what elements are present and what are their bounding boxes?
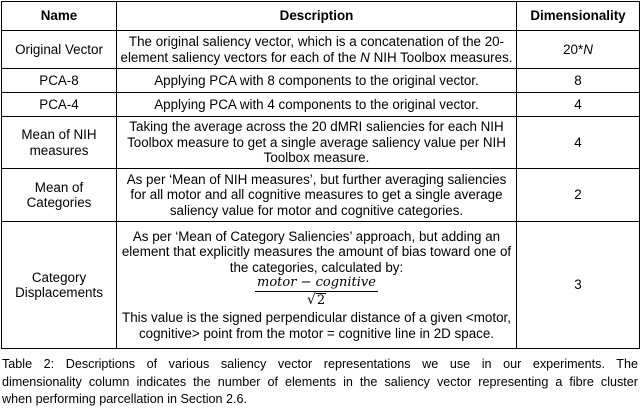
row-name-cell (2, 222, 117, 349)
sqrt-radicand: 2 (316, 293, 326, 309)
row-description-line: As per ‘Mean of NIH measures’, but further averaging saliencies (126, 171, 507, 187)
row-name-cell (2, 69, 117, 93)
caption-line: when performing parcellation in Section 2.6. (2, 392, 248, 406)
row-dimensionality: 4 (517, 117, 640, 169)
table-row (2, 69, 640, 93)
formula-numerator: motor − cognitive (257, 275, 376, 291)
row-description-cell (117, 69, 517, 93)
table-row (2, 31, 640, 69)
row-dimensionality: 4 (517, 93, 640, 117)
row-name: Categories (26, 195, 92, 210)
row-dimensionality: 3 (517, 222, 640, 349)
header-description: Description (117, 2, 517, 31)
row-description-cell (117, 117, 517, 169)
row-dimensionality: 20*N (517, 31, 640, 69)
sqrt-icon: √ 2 (306, 292, 326, 309)
row-name: Original Vector (15, 41, 103, 57)
row-name-cell (2, 169, 117, 222)
row-name: PCA-8 (39, 72, 79, 88)
row-name-cell (2, 31, 117, 69)
row-name: measures (29, 142, 89, 158)
row-description-line: for all motor and all cognitive measures to get a single average (130, 187, 503, 203)
row-description-line: element that explicitly measures the amount of bias toward one of (121, 244, 512, 260)
row-description-line: the categories, calculated by: (229, 259, 404, 275)
row-dimensionality: 8 (517, 69, 640, 93)
row-name-cell (2, 93, 117, 117)
formula-denominator (307, 292, 326, 308)
header-name: Name (2, 2, 117, 31)
row-description-line: This value is the signed perpendicular distance of a given <motor, (122, 310, 511, 326)
row-description-line: The original saliency vector, which is a concatenation of the 20- (128, 34, 505, 49)
row-description-line: saliency value for motor and cognitive categories. (169, 202, 464, 218)
row-description-line: Applying PCA with 8 components to the original vector. (154, 72, 479, 88)
formula-fraction (255, 276, 378, 308)
row-description-cell (117, 93, 517, 117)
bias-formula (255, 276, 378, 308)
caption-line: Table 2: Descriptions of various saliency vector representations we use in our experiments. The (2, 357, 638, 371)
row-description-cell (117, 31, 517, 69)
row-name: PCA-4 (39, 96, 79, 112)
saliency-representations-table (1, 1, 640, 349)
table-header-row (2, 2, 640, 31)
row-dimensionality: 2 (517, 169, 640, 222)
row-name: Mean of NIH (21, 127, 97, 142)
table-row (2, 93, 640, 117)
row-name: Mean of (34, 179, 84, 195)
row-description-line: Toolbox measure to get a single average saliency value per NIH (127, 134, 506, 150)
row-description-cell (117, 169, 517, 222)
table-row (2, 117, 640, 169)
row-description-cell (117, 222, 517, 349)
row-description-line: element saliency vectors for each of the N NIH Toolbox measures. (120, 49, 513, 65)
row-description-line: Applying PCA with 4 components to the original vector. (154, 96, 479, 112)
table-row (2, 169, 640, 222)
row-name: Displacements (15, 285, 103, 300)
row-description-line: Taking the average across the 20 dMRI saliencies for each NIH (129, 119, 504, 135)
row-description-line: Toolbox measure. (263, 150, 370, 166)
table-row (2, 222, 640, 349)
row-name-cell (2, 117, 117, 169)
row-description-line: cognitive> point from the motor = cognitive line in 2D space. (138, 325, 495, 341)
row-name: Category (31, 269, 87, 285)
row-description-line: As per ‘Mean of Category Saliencies’ approach, but adding an (132, 228, 501, 244)
header-dimensionality: Dimensionality (517, 2, 640, 31)
caption-line: dimensionality column indicates the number of elements in the saliency vector representing a fibre cluster (2, 374, 638, 389)
table-caption (2, 356, 638, 409)
